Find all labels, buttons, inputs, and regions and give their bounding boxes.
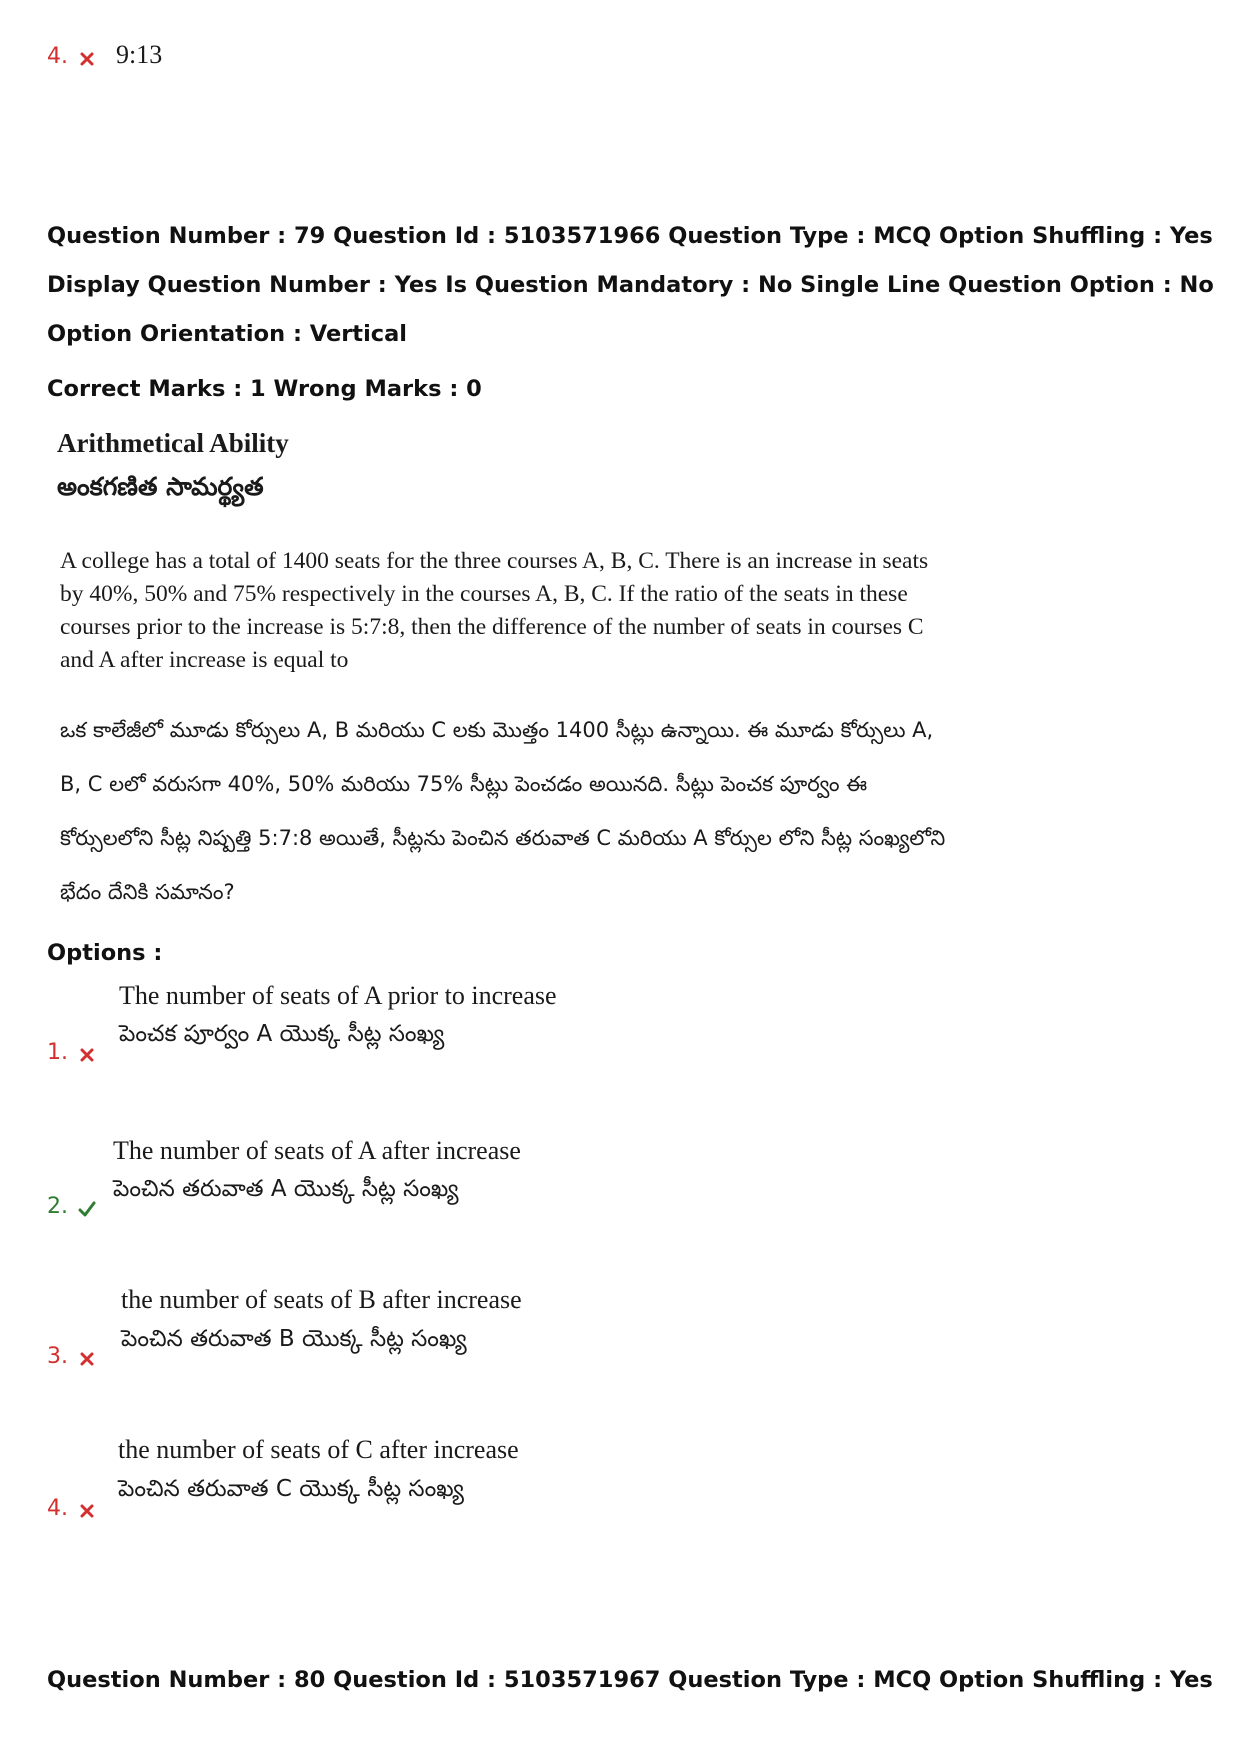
prev-option-4	[47, 44, 95, 69]
options-label: Options :	[47, 940, 163, 966]
option-2-marker	[47, 1194, 97, 1219]
option-number: 1.	[47, 1040, 68, 1065]
wrong-mark-icon	[79, 1047, 95, 1063]
wrong-mark-icon	[79, 1351, 95, 1367]
option-4-text-en: the number of seats of C after increase	[118, 1435, 519, 1464]
option-number: 4.	[47, 1496, 68, 1521]
section-title-en: Arithmetical Ability	[57, 428, 289, 458]
option-3-marker	[47, 1344, 95, 1369]
option-1-text-en: The number of seats of A prior to increase	[119, 981, 557, 1010]
option-4-marker	[47, 1496, 95, 1521]
question-text-en: A college has a total of 1400 seats for the three courses A, B, C. There is an increase in seats by 40%, 50% and 75% respectively in the courses A, B, C. If the ratio of the seats in these courses prior to the increase is 5:7:8, then the difference of the number of seats in courses C and A after increase is equal to	[60, 548, 929, 673]
option-2-text-te: పెంచిన తరువాత A యొక్క సీట్ల సంఖ్య	[113, 1176, 459, 1202]
question-meta-line-3: Option Orientation : Vertical	[47, 321, 408, 347]
prev-option-4-text: 9:13	[116, 40, 163, 69]
section-title-te: అంకగణిత సామర్థ్యత	[57, 472, 264, 501]
option-1-marker	[47, 1040, 95, 1065]
question-meta-line-2: Display Question Number : Yes Is Question Mandatory : No Single Line Question Option : No	[47, 272, 1214, 298]
wrong-mark-icon	[79, 1503, 95, 1519]
option-3-text-en: the number of seats of B after increase	[121, 1285, 522, 1314]
option-number: 3.	[47, 1344, 68, 1369]
question-meta-line-1: Question Number : 79 Question Id : 5103571966 Question Type : MCQ Option Shuffling : Yes	[47, 223, 1213, 249]
wrong-mark-icon	[79, 51, 95, 67]
option-4-text-te: పెంచిన తరువాత C యొక్క సీట్ల సంఖ్య	[118, 1476, 464, 1502]
correct-check-icon	[77, 1201, 97, 1217]
next-question-meta-line-1: Question Number : 80 Question Id : 5103571967 Question Type : MCQ Option Shuffling : Yes	[47, 1667, 1213, 1693]
marks-line: Correct Marks : 1 Wrong Marks : 0	[47, 376, 482, 402]
question-text-te: ఒక కాలేజీలో మూడు కోర్సులు A, B మరియు C లకు మొత్తం 1400 సీట్లు ఉన్నాయి. ఈ మూడు కోర్సులు A, B, C లలో వరుసగా 40%, 50% మరియు 75% సీట్లు పెంచడం అయినది. సీట్లు పెంచక పూర్వం ఈ కోర్సులలోని సీట్ల నిష్పత్తి 5:7:8 అయితే, సీట్లను పెంచిన తరువాత C మరియు A కోర్సుల లోని సీట్ల సంఖ్యలోని భేదం దేనికి సమానం?	[60, 718, 946, 904]
option-number: 4.	[47, 44, 68, 69]
option-3-text-te: పెంచిన తరువాత B యొక్క సీట్ల సంఖ్య	[121, 1326, 467, 1352]
option-1-text-te: పెంచక పూర్వం A యొక్క సీట్ల సంఖ్య	[119, 1021, 445, 1047]
option-2-text-en: The number of seats of A after increase	[113, 1136, 521, 1165]
option-number: 2.	[47, 1194, 68, 1219]
